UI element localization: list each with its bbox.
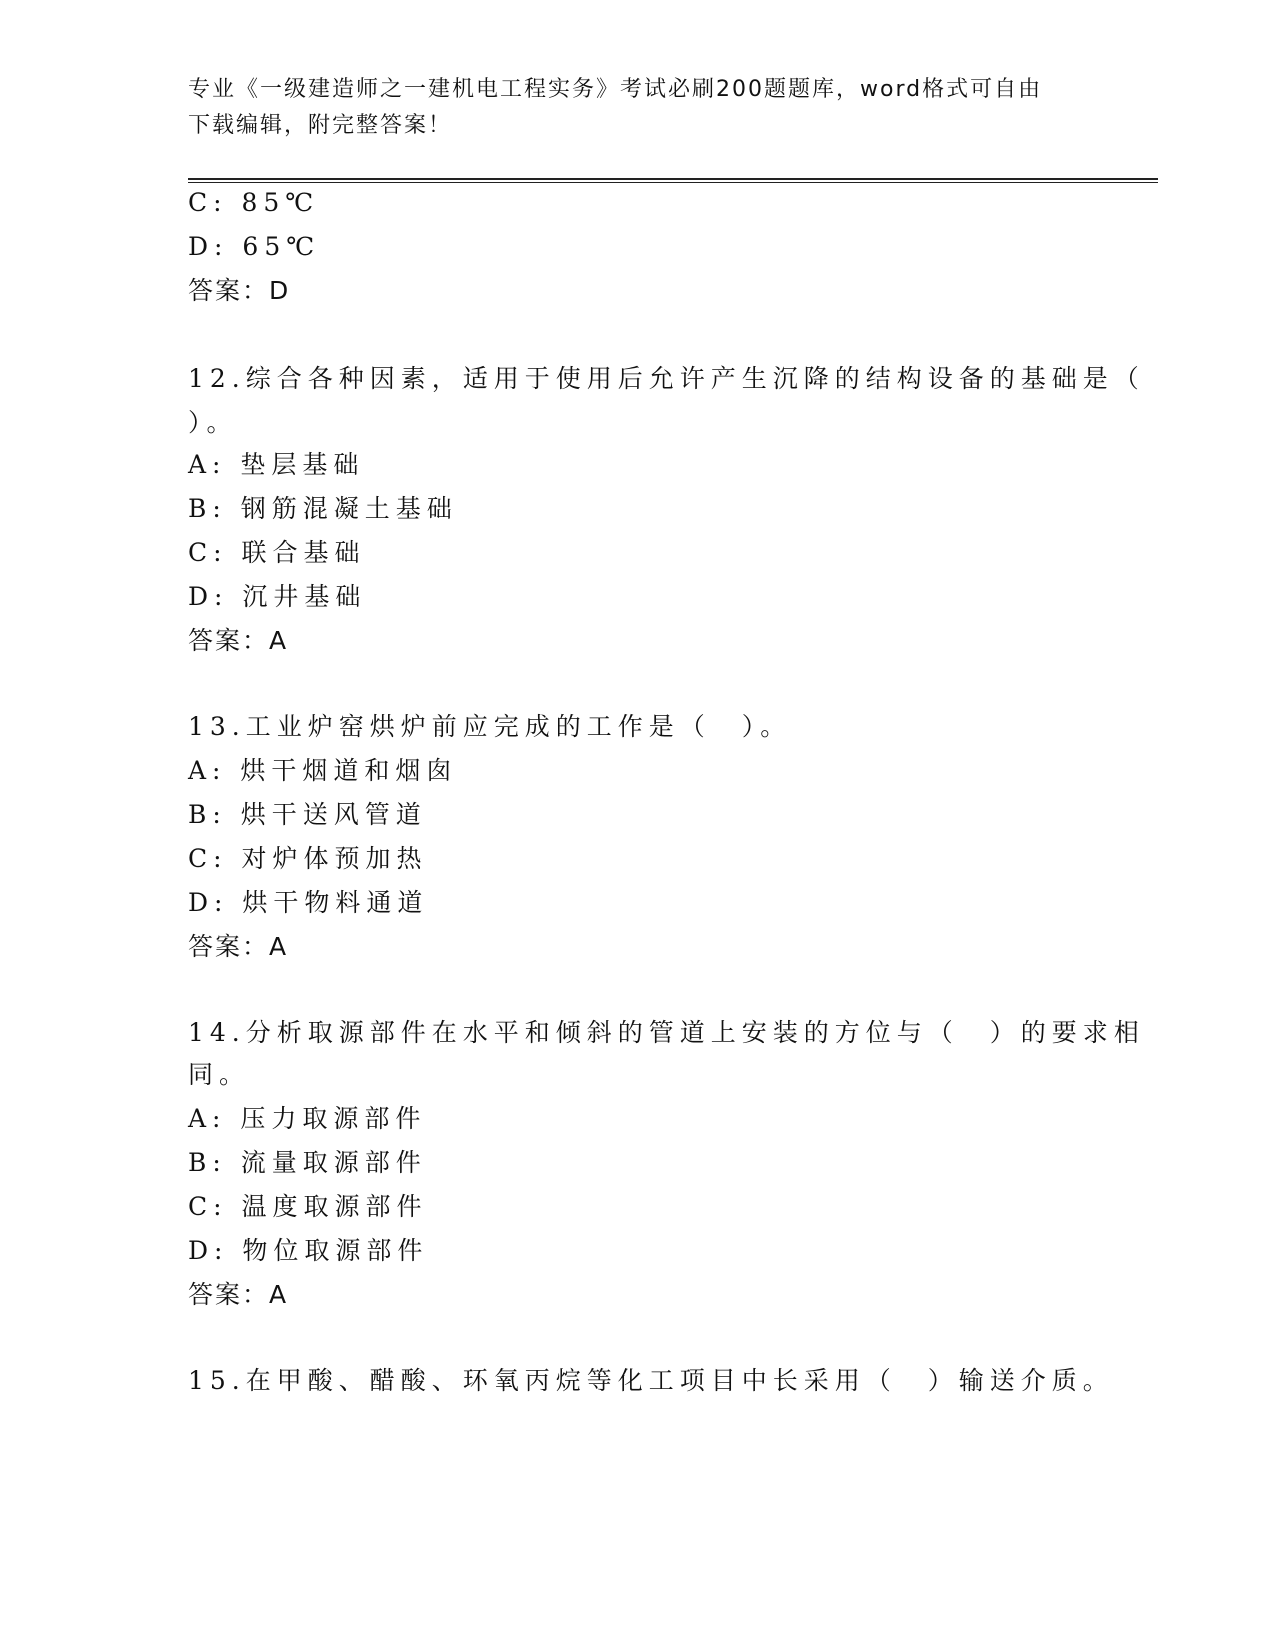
answer-value: D (269, 276, 290, 305)
q13-answer (188, 930, 287, 964)
document-header (188, 72, 1068, 144)
q14-option-a: A: 压力取源部件 (188, 1104, 427, 1133)
q14-answer (188, 1278, 287, 1312)
q12-option-b: B: 钢筋混凝土基础 (188, 494, 458, 523)
q14-option-b: B: 流量取源部件 (188, 1148, 427, 1177)
header-line-1: 专业《一级建造师之一建机电工程实务》考试必刷200题题库，word格式可自由 (188, 77, 1043, 102)
q13-stem: 13.工业炉窑烘炉前应完成的工作是（ ）。 (188, 712, 792, 741)
q12-option-c: C: 联合基础 (188, 538, 366, 567)
q14-stem-line-1: 14.分析取源部件在水平和倾斜的管道上安装的方位与（ ）的要求相 (188, 1018, 1145, 1047)
q12-option-d: D: 沉井基础 (188, 582, 367, 611)
answer-label: 答案： (188, 932, 270, 961)
q13-option-b: B: 烘干送风管道 (188, 800, 427, 829)
answer-label: 答案： (188, 626, 270, 655)
answer-value: A (269, 932, 288, 961)
q11-answer (188, 274, 289, 308)
q14-option-c: C: 温度取源部件 (188, 1192, 428, 1221)
q13-option-d: D: 烘干物料通道 (188, 888, 429, 917)
q13-option-a: A: 烘干烟道和烟囱 (188, 756, 458, 785)
q14-option-d: D: 物位取源部件 (188, 1236, 429, 1265)
answer-label: 答案： (188, 276, 270, 305)
q15-stem: 15.在甲酸、醋酸、环氧丙烷等化工项目中长采用（ ）输送介质。 (188, 1366, 1114, 1395)
answer-label: 答案： (188, 1280, 270, 1309)
q13-option-c: C: 对炉体预加热 (188, 844, 428, 873)
header-divider (188, 178, 1158, 183)
header-line-2: 下载编辑，附完整答案！ (188, 113, 453, 138)
q14-stem-line-2: 同。 (188, 1060, 251, 1089)
q11-option-c: C: 85℃ (188, 188, 320, 217)
q12-answer (188, 624, 287, 658)
answer-value: A (269, 626, 288, 655)
answer-value: A (269, 1280, 288, 1309)
q11-option-d: D: 65℃ (188, 232, 321, 261)
q12-stem-line-1: 12.综合各种因素，适用于使用后允许产生沉降的结构设备的基础是（ (188, 364, 1145, 393)
q12-stem-line-2: ）。 (188, 408, 238, 437)
q12-option-a: A: 垫层基础 (188, 450, 365, 479)
